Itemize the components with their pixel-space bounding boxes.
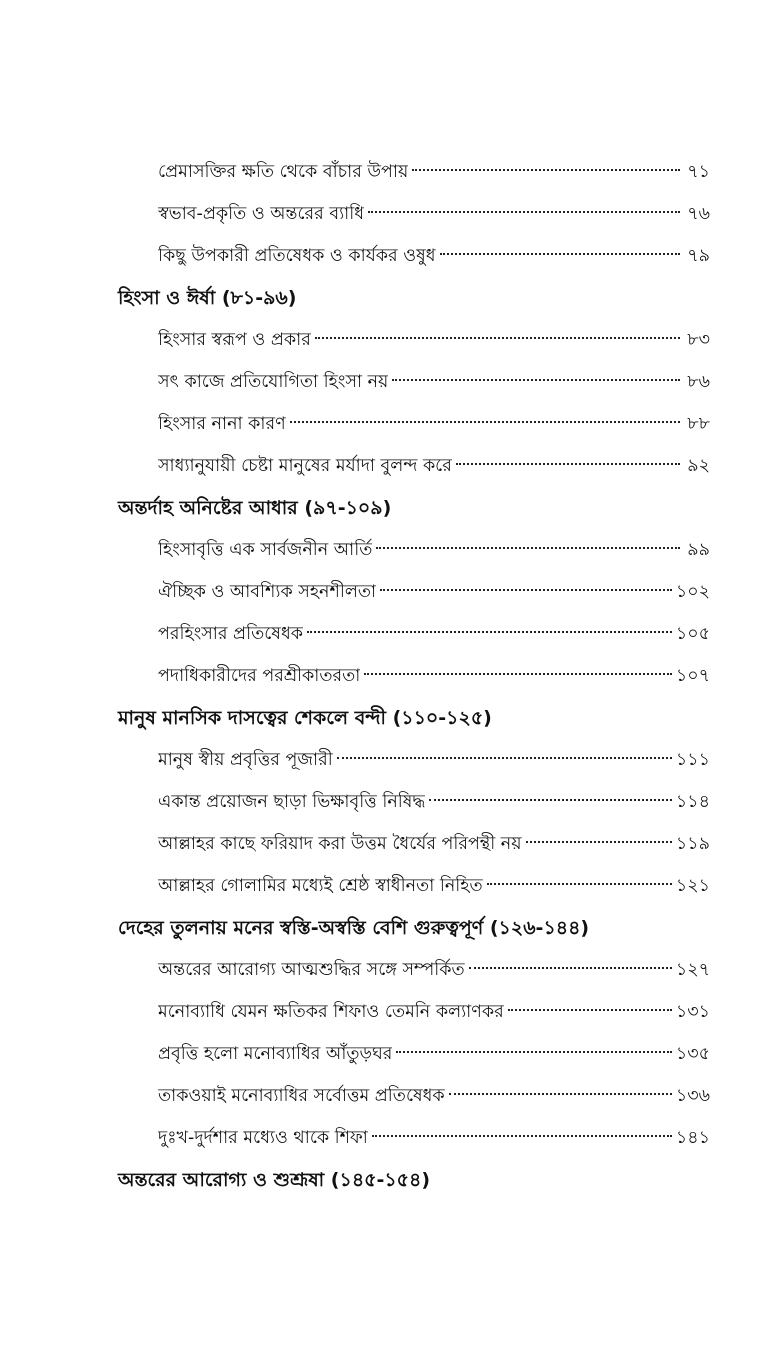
dot-leader: [368, 211, 680, 213]
dot-leader: [315, 337, 680, 339]
entry-page-number: ১০২: [675, 582, 710, 602]
entry-title: হিংসার নানা কারণ: [158, 414, 286, 434]
entry-title: কিছু উপকারী প্রতিষেধক ও কার্যকর ওষুধ: [158, 246, 436, 266]
toc-section: [0, 151, 778, 277]
dot-leader: [440, 253, 680, 255]
toc-entry: [158, 319, 710, 361]
toc-entry: [158, 151, 710, 193]
entry-title: সৎ কাজে প্রতিযোগিতা হিংসা নয়: [158, 372, 389, 392]
toc-entry: [158, 1117, 710, 1159]
entry-page-number: ১১৪: [675, 792, 710, 812]
entry-page-number: ৮৩: [687, 330, 710, 350]
entry-title: অন্তরের আরোগ্য আত্মশুদ্ধির সঙ্গে সম্পর্কিত: [158, 960, 465, 980]
entry-page-number: ১১৯: [675, 834, 710, 854]
entry-page-number: ৮৬: [687, 372, 710, 392]
toc-entry: [158, 823, 710, 865]
entry-page-number: ১৩৫: [675, 1044, 710, 1064]
dot-leader: [526, 841, 672, 843]
chapter-heading: মানুষ মানসিক দাসত্বের শেকলে বন্দী (১১০-১২৫): [118, 707, 492, 729]
entry-page-number: ৯২: [687, 456, 710, 476]
dot-leader: [380, 589, 672, 591]
entry-page-number: ১৩১: [675, 1002, 710, 1022]
toc-entry: [158, 403, 710, 445]
entry-page-number: ১২১: [675, 876, 710, 896]
entry-title: হিংসার স্বরূপ ও প্রকার: [158, 330, 311, 350]
toc-entry: [158, 865, 710, 907]
dot-leader: [392, 379, 680, 381]
entry-page-number: ৭৬: [687, 204, 710, 224]
dot-leader: [429, 799, 672, 801]
entry-title: পদাধিকারীদের পরশ্রীকাতরতা: [158, 666, 361, 686]
entry-title: তাকওয়াই মনোব্যাধির সর্বোত্তম প্রতিষেধক: [158, 1086, 445, 1106]
toc-entry: [158, 529, 710, 571]
dot-leader: [290, 421, 680, 423]
entry-title: আল্লাহর গোলামির মধ্যেই শ্রেষ্ঠ স্বাধীনতা নিহিত: [158, 876, 483, 896]
entry-title: প্রবৃত্তি হলো মনোব্যাধির আঁতুড়ঘর: [158, 1044, 393, 1064]
entry-title: ঐচ্ছিক ও আবশ্যিক সহনশীলতা: [158, 582, 377, 602]
toc-entry: [158, 361, 710, 403]
toc-section: [0, 277, 778, 487]
dot-leader: [307, 631, 672, 633]
toc-entry: [158, 949, 710, 991]
entry-page-number: ১১১: [675, 750, 710, 770]
toc-entry: [158, 1075, 710, 1117]
toc-section: [0, 697, 778, 907]
dot-leader: [364, 673, 672, 675]
entry-page-number: ৯৯: [687, 540, 710, 560]
dot-leader: [469, 967, 672, 969]
dot-leader: [337, 757, 672, 759]
entry-page-number: ১০৫: [675, 624, 710, 644]
dot-leader: [449, 1093, 672, 1095]
entry-title: স্বভাব-প্রকৃতি ও অন্তরের ব্যাধি: [158, 204, 365, 224]
toc-section: [0, 1159, 778, 1201]
toc-section: [0, 487, 778, 697]
chapter-heading: অন্তর্দাহ অনিষ্টের আধার (৯৭-১০৯): [118, 497, 392, 519]
toc-entry: [158, 571, 710, 613]
toc-section: [0, 907, 778, 1159]
toc-entry: [158, 445, 710, 487]
entry-page-number: ৭১: [687, 162, 710, 182]
toc-entry: [158, 613, 710, 655]
chapter-heading: দেহের তুলনায় মনের স্বস্তি-অস্বস্তি বেশি গুরুত্বপূর্ণ (১২৬-১৪৪): [118, 917, 590, 939]
dot-leader: [372, 1135, 672, 1137]
toc-entry: [158, 781, 710, 823]
entry-page-number: ১৪১: [675, 1128, 710, 1148]
entry-title: পরহিংসার প্রতিষেধক: [158, 624, 303, 644]
entry-title: মানুষ স্বীয় প্রবৃত্তির পূজারী: [158, 750, 333, 770]
dot-leader: [376, 547, 680, 549]
toc-entry: [158, 1033, 710, 1075]
entry-page-number: ১২৭: [675, 960, 710, 980]
entry-title: একান্ত প্রয়োজন ছাড়া ভিক্ষাবৃত্তি নিষিদ্ধ: [158, 792, 426, 812]
entry-title: দুঃখ-দুর্দশার মধ্যেও থাকে শিফা: [158, 1128, 368, 1148]
entry-title: প্রেমাসক্তির ক্ষতি থেকে বাঁচার উপায়: [158, 162, 409, 182]
entry-title: হিংসাবৃত্তি এক সার্বজনীন আর্তি: [158, 540, 373, 560]
entry-page-number: ৮৮: [687, 414, 710, 434]
dot-leader: [412, 169, 680, 171]
dot-leader: [456, 463, 680, 465]
toc-entry: [158, 235, 710, 277]
toc-entry: [158, 193, 710, 235]
chapter-heading: হিংসা ও ঈর্ষা (৮১-৯৬): [118, 287, 297, 309]
dot-leader: [508, 1009, 672, 1011]
toc-entry: [158, 739, 710, 781]
entry-title: মনোব্যাধি যেমন ক্ষতিকর শিফাও তেমনি কল্যাণকর: [158, 1002, 504, 1022]
toc-entry: [158, 655, 710, 697]
toc-entry: [158, 991, 710, 1033]
chapter-heading: অন্তরের আরোগ্য ও শুশ্রূষা (১৪৫-১৫৪): [118, 1169, 431, 1191]
dot-leader: [487, 883, 672, 885]
dot-leader: [396, 1051, 671, 1053]
table-of-contents: [0, 151, 778, 1201]
entry-title: সাধ্যানুযায়ী চেষ্টা মানুষের মর্যাদা বুলন্দ করে: [158, 456, 452, 476]
entry-page-number: ১০৭: [675, 666, 710, 686]
entry-page-number: ১৩৬: [675, 1086, 710, 1106]
entry-title: আল্লাহর কাছে ফরিয়াদ করা উত্তম ধৈর্যের পরিপন্থী নয়: [158, 834, 522, 854]
entry-page-number: ৭৯: [687, 246, 710, 266]
